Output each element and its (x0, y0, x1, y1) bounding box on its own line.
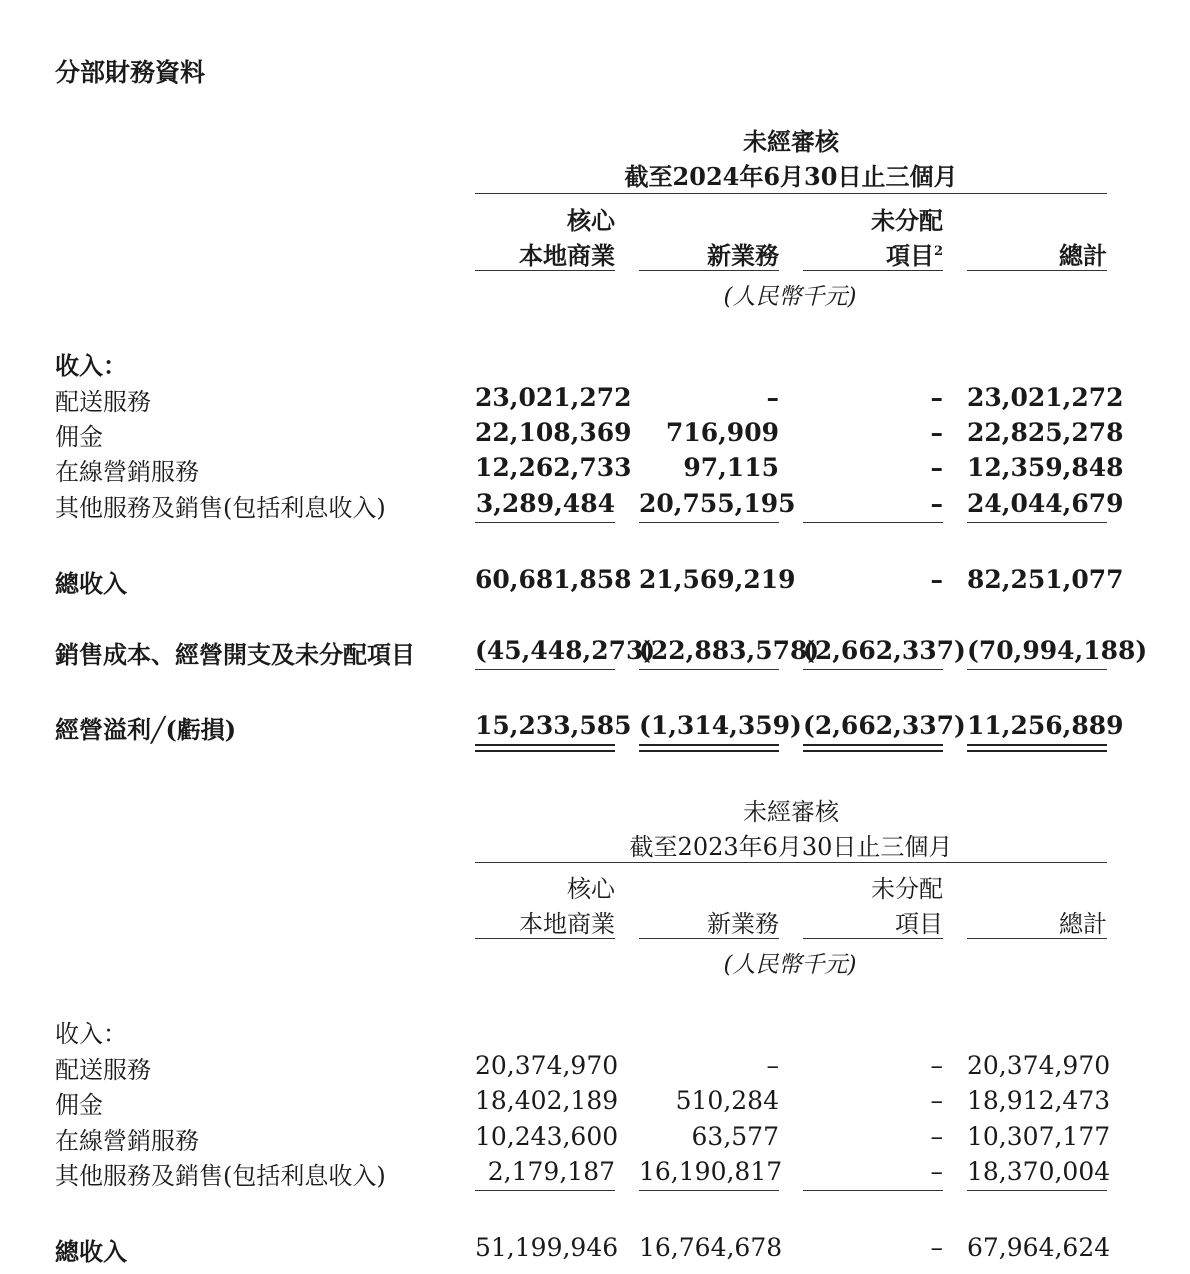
cell-value: 16,190,817 (639, 1157, 783, 1186)
row-label: 其他服務及銷售(包括利息收入) (55, 494, 386, 522)
cell-value: (2,662,337) (803, 636, 966, 665)
cell-value: (45,448,273) (475, 636, 656, 665)
revenue-heading: 收入： (55, 1020, 127, 1048)
subtotal-rule (475, 669, 615, 670)
cell-value: 23,021,272 (475, 383, 632, 412)
cell-value: – (930, 453, 943, 482)
costs-label: 銷售成本、經營開支及未分配項目 (55, 640, 415, 669)
col-rule (639, 270, 779, 271)
period-2024: 截至2024年6月30日止三個月 (624, 162, 958, 191)
cell-value: 18,370,004 (967, 1157, 1111, 1186)
double-rule (803, 744, 943, 752)
cell-value: 22,825,278 (967, 418, 1124, 447)
cell-value: 22,108,369 (475, 418, 632, 447)
cell-value: – (930, 1122, 943, 1151)
col-rule (639, 938, 779, 939)
cell-value: 10,307,177 (967, 1122, 1111, 1151)
cell-value: 18,912,473 (967, 1086, 1111, 1115)
cell-value: 21,569,219 (639, 565, 796, 594)
double-rule (967, 744, 1107, 752)
cell-value: 15,233,585 (475, 711, 632, 740)
cell-value: 18,402,189 (475, 1086, 619, 1115)
unit-label: (人民幣千元) (723, 284, 857, 310)
cell-value: 510,284 (675, 1086, 779, 1115)
col-core-line1: 核心 (567, 206, 615, 235)
cell-value: – (930, 418, 943, 447)
subtotal-rule (967, 669, 1107, 670)
row-label: 在線營銷服務 (55, 458, 199, 486)
col-unalloc-line1: 未分配 (871, 206, 943, 235)
cell-value: – (930, 565, 943, 594)
cell-value: (1,314,359) (639, 711, 802, 740)
cell-value: 20,755,195 (639, 489, 796, 518)
col-rule (967, 270, 1107, 271)
cell-value: – (930, 383, 943, 412)
subtotal-rule (639, 522, 779, 523)
period-rule (475, 193, 1107, 194)
cell-value: 51,199,946 (475, 1233, 619, 1262)
row-label: 配送服務 (55, 388, 151, 416)
subtotal-rule (475, 522, 615, 523)
col-rule (803, 938, 943, 939)
double-rule (475, 744, 615, 752)
subtotal-rule (967, 522, 1107, 523)
col-rule (967, 938, 1107, 939)
cell-value: 60,681,858 (475, 565, 632, 594)
cell-value: – (930, 1086, 943, 1115)
cell-value: 11,256,889 (967, 711, 1124, 740)
cell-value: 12,359,848 (967, 453, 1124, 482)
col-new: 新業務 (707, 241, 779, 270)
cell-value: 97,115 (683, 453, 779, 482)
operating-label: 經營溢利╱(虧損) (55, 715, 237, 744)
cell-value: 16,764,678 (639, 1233, 783, 1262)
subtotal-rule (639, 1190, 779, 1191)
cell-value: 2,179,187 (487, 1157, 615, 1186)
revenue-heading: 收入： (55, 351, 127, 380)
row-label: 其他服務及銷售(包括利息收入) (55, 1162, 386, 1190)
row-label: 佣金 (55, 1091, 103, 1119)
audit-label-2024: 未經審核 (743, 127, 839, 156)
subtotal-rule (803, 522, 943, 523)
col-rule (803, 270, 943, 271)
cell-value: 10,243,600 (475, 1122, 619, 1151)
cell-value: (22,883,578) (639, 636, 820, 665)
row-label: 配送服務 (55, 1056, 151, 1084)
cell-value: 3,289,484 (475, 489, 615, 518)
col-rule (475, 938, 615, 939)
cell-value: 63,577 (691, 1122, 779, 1151)
subtotal-rule (967, 1190, 1107, 1191)
cell-value: 12,262,733 (475, 453, 632, 482)
subtotal-rule (475, 1190, 615, 1191)
period-2023: 截至2023年6月30日止三個月 (629, 833, 953, 861)
cell-value: – (930, 1051, 943, 1080)
cell-value: (70,994,188) (967, 636, 1148, 665)
double-rule (639, 744, 779, 752)
subtotal-rule (639, 669, 779, 670)
col-unalloc-line2: 項目$^2$ (885, 241, 943, 270)
col-total: 總計 (1059, 241, 1107, 270)
footnote-marker: 2 (933, 244, 943, 259)
total-revenue-label: 總收入 (55, 1237, 127, 1266)
unit-label: (人民幣千元) (723, 952, 857, 978)
cell-value: 20,374,970 (475, 1051, 619, 1080)
col-core-line2: 本地商業 (519, 910, 615, 938)
cell-value: – (930, 1233, 943, 1262)
total-revenue-label: 總收入 (55, 569, 127, 598)
cell-value: – (930, 489, 943, 518)
col-rule (475, 270, 615, 271)
col-unalloc-line2: 項目 (895, 910, 943, 938)
col-core-line2: 本地商業 (519, 241, 615, 270)
period-rule (475, 862, 1107, 863)
cell-value: 716,909 (665, 418, 779, 447)
cell-value: 20,374,970 (967, 1051, 1111, 1080)
col-unalloc-line1: 未分配 (871, 875, 943, 903)
col-core-line1: 核心 (567, 875, 615, 903)
row-label: 在線營銷服務 (55, 1127, 199, 1155)
col-new: 新業務 (707, 910, 779, 938)
cell-value: 82,251,077 (967, 565, 1124, 594)
page-title: 分部財務資料 (55, 58, 206, 87)
subtotal-rule (803, 669, 943, 670)
audit-label-2023: 未經審核 (743, 798, 839, 826)
row-label: 佣金 (55, 423, 103, 451)
cell-value: (2,662,337) (803, 711, 966, 740)
cell-value: – (766, 1051, 779, 1080)
cell-value: 23,021,272 (967, 383, 1124, 412)
cell-value: – (930, 1157, 943, 1186)
subtotal-rule (803, 1190, 943, 1191)
cell-value: 24,044,679 (967, 489, 1124, 518)
cell-value: 67,964,624 (967, 1233, 1111, 1262)
cell-value: – (766, 383, 779, 412)
col-total: 總計 (1059, 910, 1107, 938)
